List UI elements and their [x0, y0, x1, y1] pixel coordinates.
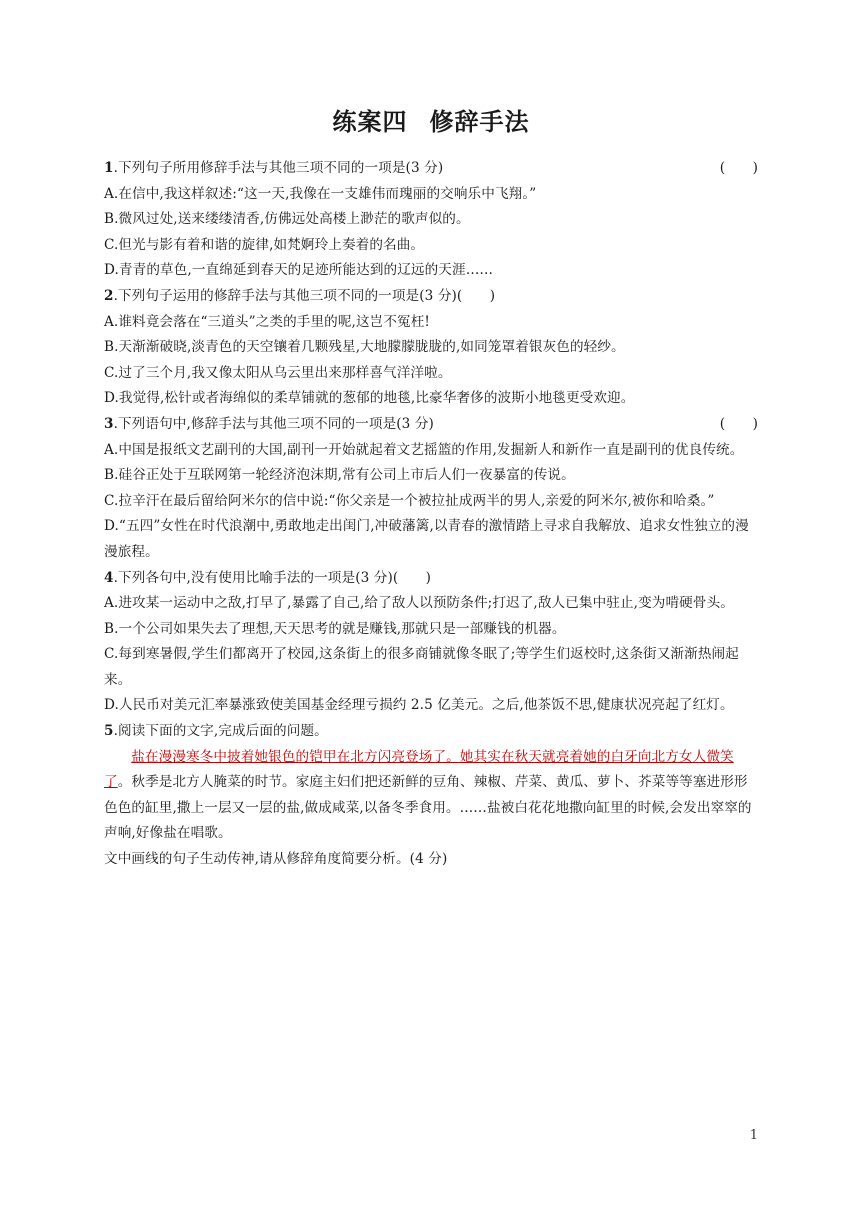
option-a: A.在信中,我这样叙述:“这一天,我像在一支雄伟而瑰丽的交响乐中飞翔。”	[104, 185, 537, 202]
page-title	[104, 110, 758, 136]
reading-passage	[104, 745, 758, 847]
title-part1: 练案四	[332, 108, 408, 136]
answer-blank: ( )	[719, 160, 758, 176]
page-number: 1	[749, 1128, 758, 1143]
question-1	[104, 156, 758, 284]
question-list	[104, 156, 758, 873]
question-text: .下列句子所用修辞手法与其他三项不同的一项是(3 分)	[113, 160, 444, 176]
question-number: 1	[104, 160, 114, 176]
question-stem	[104, 566, 758, 592]
question-4	[104, 566, 758, 720]
question-stem	[104, 284, 758, 310]
question-text: .下列语句中,修辞手法与其他三项不同的一项是(3 分)	[113, 415, 434, 432]
option-d: D.我觉得,松针或者海绵似的柔草铺就的葱郁的地毯,比豪华奢侈的波斯小地毯更受欢迎。	[104, 390, 635, 407]
question-prompt: 文中画线的句子生动传神,请从修辞角度简要分析。(4 分)	[104, 851, 448, 868]
underlined-sentence: 盐在漫漫寒冬中披着她银色的铠甲在北方闪亮登场了。她其实在秋天就亮着她的白牙向北方女人微笑了	[104, 748, 734, 791]
option-c: C.拉辛汗在最后留给阿米尔的信中说:“你父亲是一个被拉扯成两半的男人,亲爱的阿米尔,被你和哈桑。”	[104, 492, 715, 509]
option-c: C.但光与影有着和谐的旋律,如梵婀玲上奏着的名曲。	[104, 236, 425, 253]
question-number: 5	[104, 723, 114, 740]
option-c: C.过了三个月,我又像太阳从乌云里出来那样喜气洋洋啦。	[104, 364, 452, 381]
option-a: A.进攻某一运动中之敌,打早了,暴露了自己,给了敌人以预防条件;打迟了,敌人已集中驻止,变为啃硬骨头。	[104, 595, 734, 612]
question-number: 4	[104, 569, 114, 586]
option-c: C.每到寒暑假,学生们都离开了校园,这条街上的很多商铺就像冬眠了;等学生们返校时,这条街又渐渐热闹起来。	[104, 646, 739, 688]
option-d: D.人民币对美元汇率暴涨致使美国基金经理亏损约 2.5 亿美元。之后,他茶饭不思,健康状况亮起了红灯。	[104, 697, 734, 714]
option-a: A.谁料竟会落在“三道头”之类的手里的呢,这岂不冤枉!	[104, 313, 430, 330]
question-number: 2	[104, 287, 114, 304]
question-5	[104, 719, 758, 873]
option-b: B.一个公司如果失去了理想,天天思考的就是赚钱,那就只是一部赚钱的机器。	[104, 620, 566, 637]
title-part2: 修辞手法	[429, 108, 530, 136]
question-text: .阅读下面的文字,完成后面的问题。	[113, 723, 328, 740]
question-text: .下列句子运用的修辞手法与其他三项不同的一项是(3 分)( )	[113, 287, 496, 304]
passage-text: 。秋季是北方人腌菜的时节。家庭主妇们把还新鲜的豆角、辣椒、芹菜、黄瓜、萝卜、芥菜等等塞进形形色色的缸里,撒上一层又一层的盐,做成咸菜,以备冬季食用。……盐被白花花地撒向缸里的时候,会发出窣窣的声响,好像盐在唱歌。	[104, 774, 752, 842]
question-stem	[104, 412, 758, 438]
question-number: 3	[104, 415, 114, 432]
option-d: D.青青的草色,一直绵延到春天的足迹所能达到的辽远的天涯……	[104, 262, 494, 279]
option-b: B.硅谷正处于互联网第一轮经济泡沫期,常有公司上市后人们一夜暴富的传说。	[104, 467, 575, 484]
answer-blank: ( )	[719, 415, 758, 432]
question-stem	[104, 156, 758, 182]
question-2	[104, 284, 758, 412]
question-3	[104, 412, 758, 566]
option-b: B.天渐渐破晓,淡青色的天空镶着几颗残星,大地朦朦胧胧的,如同笼罩着银灰色的轻纱。	[104, 339, 625, 356]
question-text: .下列各句中,没有使用比喻手法的一项是(3 分)( )	[113, 569, 432, 586]
option-d: D.“五四”女性在时代浪潮中,勇敢地走出闺门,冲破藩篱,以青春的激情踏上寻求自我解放、追求女性独立的漫漫旅程。	[104, 518, 749, 560]
question-stem	[104, 719, 758, 745]
option-a: A.中国是报纸文艺副刊的大国,副刊一开始就起着文艺摇篮的作用,发掘新人和新作一直是副刊的优良传统。	[104, 441, 744, 458]
option-b: B.微风过处,送来缕缕清香,仿佛远处高楼上渺茫的歌声似的。	[104, 211, 470, 228]
